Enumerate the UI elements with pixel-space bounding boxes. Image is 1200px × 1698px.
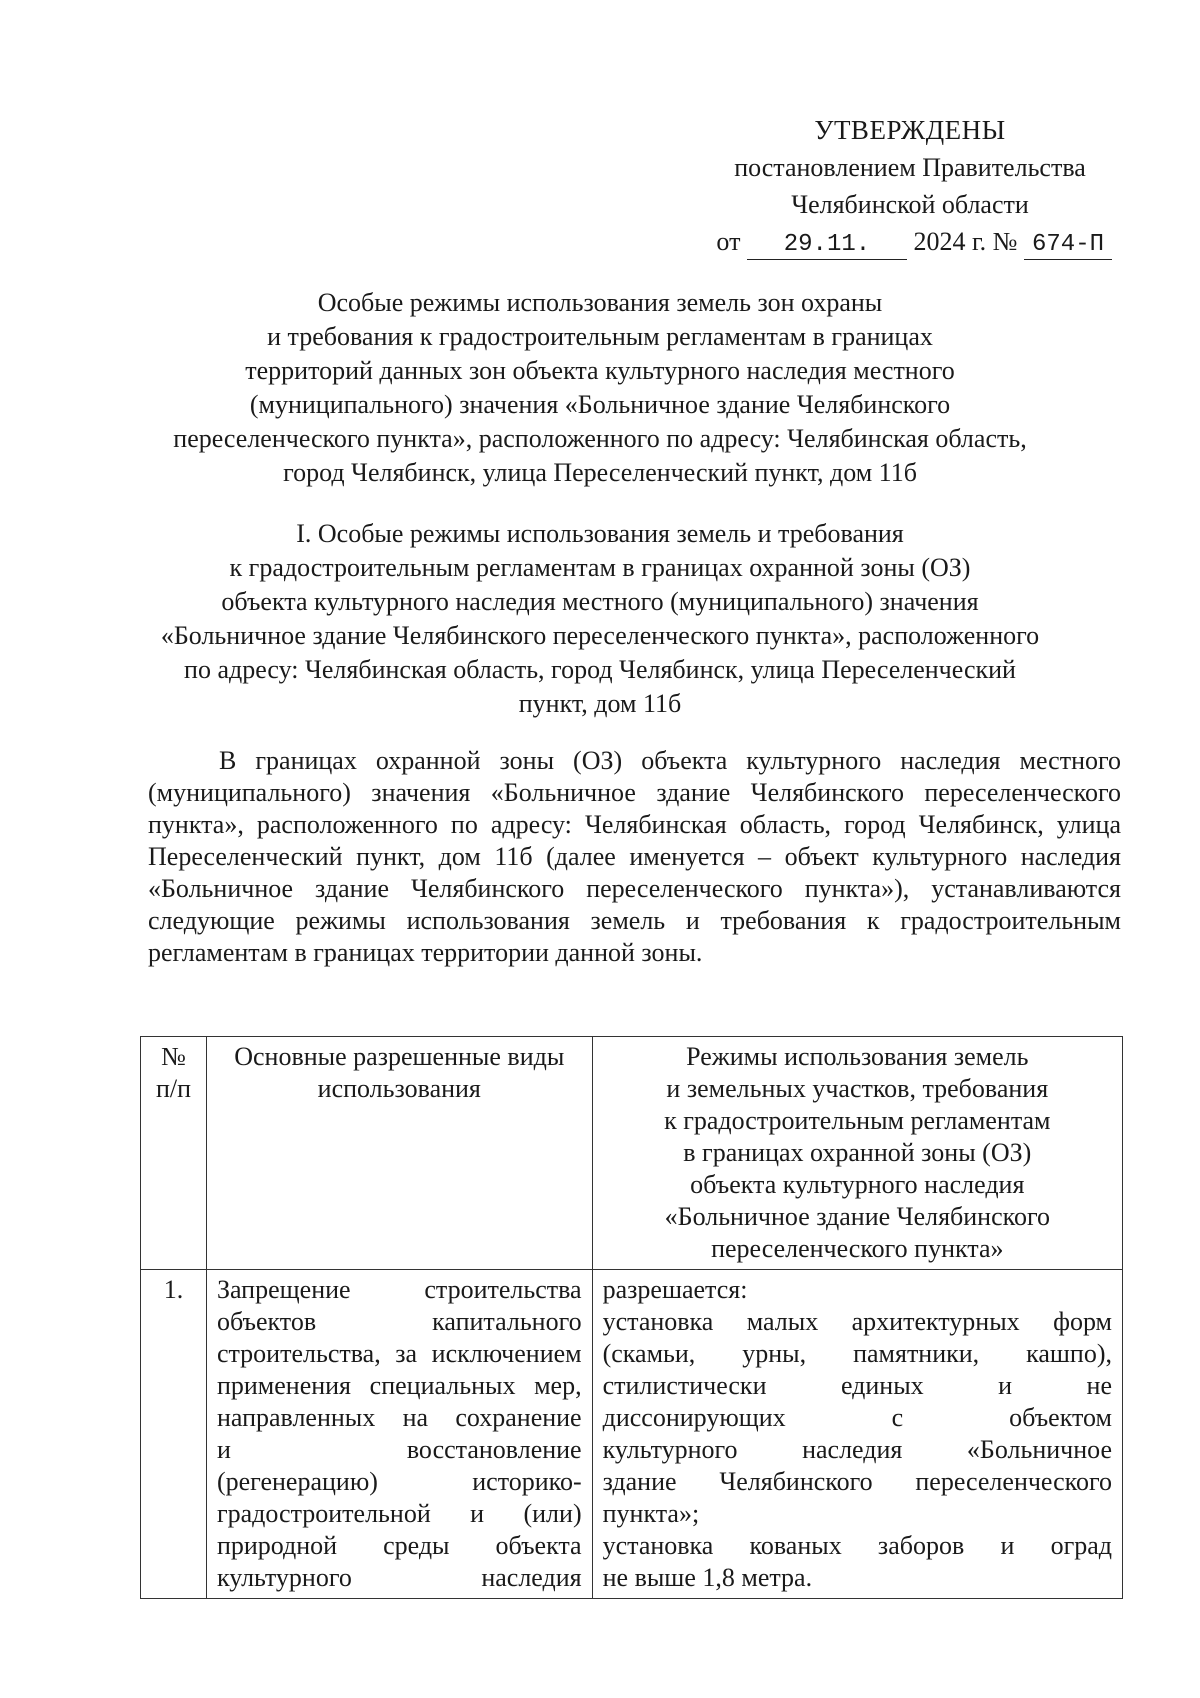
- row-regimes-line: здание Челябинского переселенческого: [602, 1467, 1112, 1496]
- document-title-line: территорий данных зон объекта культурного наследия местного: [245, 356, 955, 385]
- approval-line-1: постановлением Правительства: [734, 153, 1086, 182]
- approval-date-line: [700, 223, 1120, 260]
- row-regimes-line: установка кованых заборов и оград: [602, 1531, 1112, 1560]
- row-uses-line: градостроительной и (или): [216, 1499, 582, 1528]
- header-regimes-line: и земельных участков, требования: [666, 1074, 1049, 1103]
- row-uses-line: строительства, за исключением: [216, 1339, 582, 1368]
- header-regimes-line: в границах охранной зоны (ОЗ): [683, 1138, 1032, 1167]
- section-title-line: пункт, дом 11б: [518, 689, 682, 718]
- header-regimes-line: Режимы использования земель: [686, 1042, 1029, 1071]
- header-regimes: [592, 1037, 1122, 1270]
- header-uses: [206, 1037, 592, 1270]
- row-uses-line: природной среды объекта: [216, 1531, 582, 1560]
- table-header-row: [141, 1037, 1123, 1270]
- header-uses-line: использования: [317, 1074, 481, 1103]
- document-title-line: (муниципального) значения «Больничное здание Челябинского: [249, 390, 951, 419]
- approval-line-2: Челябинской области: [791, 190, 1029, 219]
- approval-title: УТВЕРЖДЕНЫ: [814, 115, 1006, 145]
- row-regimes-line: пункта»;: [602, 1499, 700, 1528]
- row-uses-line: культурного наследия: [216, 1563, 582, 1592]
- row-regimes-line: (скамьи, урны, памятники, кашпо),: [602, 1339, 1112, 1368]
- row-regimes-line: культурного наследия «Больничное: [602, 1435, 1112, 1464]
- row-num: 1.: [141, 1270, 207, 1599]
- header-regimes-line: переселенческого пункта»: [711, 1234, 1004, 1263]
- section-title-line: к градостроительным регламентам в границах охранной зоны (ОЗ): [229, 553, 971, 582]
- row-uses-line: и восстановление: [216, 1435, 582, 1464]
- header-num-line: №: [161, 1042, 186, 1071]
- section-title-line: «Больничное здание Челябинского переселенческого пункта», расположенного: [160, 621, 1040, 650]
- handwritten-number: 674-П: [1024, 231, 1112, 260]
- row-uses: [206, 1270, 592, 1599]
- document-title-line: Особые режимы использования земель зон охраны: [317, 288, 883, 317]
- row-uses-line: направленных на сохранение: [216, 1403, 582, 1432]
- row-uses-line: применения специальных мер,: [216, 1371, 582, 1400]
- row-uses-line: объектов капитального: [216, 1307, 582, 1336]
- document-title-line: переселенческого пункта», расположенного по адресу: Челябинская область,: [173, 424, 1027, 453]
- section-title: [120, 517, 1080, 721]
- row-regimes-line: стилистически единых и не: [602, 1371, 1112, 1400]
- header-uses-line: Основные разрешенные виды: [234, 1042, 565, 1071]
- from-label: от: [716, 227, 741, 256]
- document-title: [120, 286, 1080, 490]
- header-num: [141, 1037, 207, 1270]
- handwritten-date: 29.11.: [747, 231, 907, 260]
- section-title-line: по адресу: Челябинская область, город Челябинск, улица Переселенческий: [184, 655, 1016, 684]
- year-label: 2024 г. №: [913, 227, 1018, 256]
- section-title-line: I. Особые режимы использования земель и требования: [296, 519, 904, 548]
- document-title-line: город Челябинск, улица Переселенческий пункт, дом 11б: [283, 458, 917, 487]
- document-title-line: и требования к градостроительным регламентам в границах: [267, 322, 933, 351]
- header-regimes-line: к градостроительным регламентам: [664, 1106, 1051, 1135]
- header-num-line: п/п: [155, 1074, 191, 1103]
- row-regimes-line: разрешается:: [602, 1275, 748, 1304]
- body-paragraph: В границах охранной зоны (ОЗ) объекта культурного наследия местного (муниципального) значения «Больничное здание Челябинского переселенческого пункта», расположенного по адресу: Челябинская область, город Челябинск, улица Переселенческий пункт, дом 11б (далее именуется – объект культурного наследия «Больничное здание Челябинского переселенческого пункта»), устанавливаются следующие режимы использования земель и требования к градостроительным регламентам в границах территории данной зоны.: [148, 746, 1121, 967]
- header-regimes-line: объекта культурного наследия: [690, 1170, 1025, 1199]
- header-regimes-line: «Больничное здание Челябинского: [664, 1202, 1050, 1231]
- row-uses-line: Запрещение строительства: [216, 1275, 582, 1304]
- approval-stamp: [700, 112, 1120, 260]
- table-row: [141, 1270, 1123, 1599]
- row-regimes-line: установка малых архитектурных форм: [602, 1307, 1112, 1336]
- row-regimes-line: не выше 1,8 метра.: [602, 1563, 813, 1592]
- regulations-table: [140, 1036, 1123, 1599]
- row-regimes: [592, 1270, 1122, 1599]
- row-regimes-line: диссонирующих с объектом: [602, 1403, 1112, 1432]
- section-title-line: объекта культурного наследия местного (муниципального) значения: [221, 587, 979, 616]
- row-uses-line: (регенерацию) историко-: [216, 1467, 582, 1496]
